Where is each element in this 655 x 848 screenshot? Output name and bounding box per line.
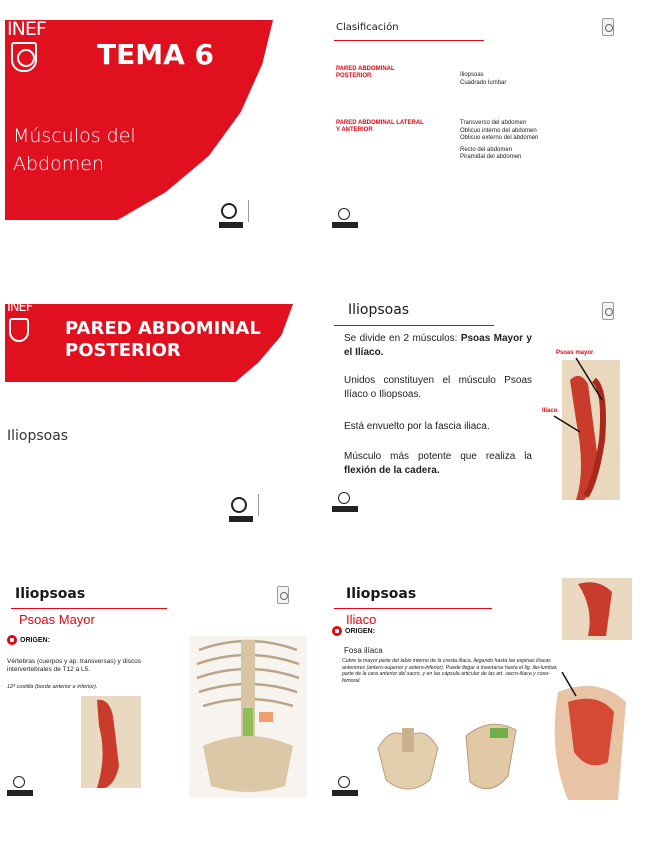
hip-bone-illustration xyxy=(460,716,522,798)
paragraph: Se divide en 2 músculos: Psoas Mayor y el Ilíaco. xyxy=(344,333,532,358)
origin-description: Vértebras (cuerpos y ap. transversas) y discos intervertebrales de T12 a L5. xyxy=(7,658,142,673)
iliaco-muscle-illustration xyxy=(562,578,632,640)
slide-subtitle: Músculos del Abdomen xyxy=(13,125,136,175)
slide-psoas-mayor xyxy=(5,578,307,806)
university-seal-icon xyxy=(231,497,247,513)
origin-heading: ORIGEN: xyxy=(7,635,50,645)
psoas-illustration xyxy=(75,696,145,788)
politecnica-logo xyxy=(332,492,358,514)
category-label: PARED ABDOMINAL LATERAL Y ANTERIOR xyxy=(336,120,424,133)
hip-muscles-illustration xyxy=(528,672,632,800)
paragraph: Unidos constituyen el músculo Psoas Ilíaco o Iliopsoas. xyxy=(344,375,532,400)
politecnica-logo xyxy=(332,776,358,798)
politecnica-logo xyxy=(332,208,358,230)
origin-place: Fosa ilíaca xyxy=(344,646,383,655)
category-items xyxy=(460,72,580,87)
slide-heading: Iliopsoas xyxy=(15,586,86,602)
label-iliaco: Iliaco xyxy=(542,408,558,414)
list-item: Transverso del abdomen xyxy=(460,120,527,126)
inef-small-logo-icon xyxy=(602,302,614,320)
section-title: PARED ABDOMINAL POSTERIOR xyxy=(65,318,261,361)
origin-note: 12ª costilla (borde anterior e inferior). xyxy=(7,684,98,690)
university-seal-icon xyxy=(221,203,237,219)
paragraph: Músculo más potente que realiza la flexión de la cadera. xyxy=(344,451,532,476)
slide-heading: Iliopsoas xyxy=(348,302,410,318)
section-item: Iliopsoas xyxy=(7,428,69,444)
label-psoas-mayor: Psoas mayor xyxy=(556,350,594,356)
category-items xyxy=(460,120,580,162)
slide-iliaco xyxy=(330,578,632,806)
politecnica-logo xyxy=(7,776,33,798)
list-item: Iliopsoas xyxy=(460,72,484,78)
origin-icon xyxy=(7,635,17,645)
slide-heading: Clasificación xyxy=(336,22,399,33)
slide-title-text: TEMA 6 xyxy=(97,38,214,71)
inef-small-logo-icon xyxy=(277,586,289,604)
skeleton-illustration xyxy=(189,636,307,798)
slide-section xyxy=(5,294,307,522)
slide-classification xyxy=(330,10,632,238)
heading-underline xyxy=(11,608,167,609)
university-logos xyxy=(221,200,286,222)
heading-underline xyxy=(334,608,492,609)
inef-emblem-icon xyxy=(11,42,37,72)
list-item: Oblicuo interno del abdomen xyxy=(460,127,537,134)
inef-small-logo-icon xyxy=(602,18,614,36)
inef-logo-text: INEF xyxy=(7,18,46,40)
list-item: Cuadrado lumbar xyxy=(460,79,507,86)
iliopsoas-illustration xyxy=(536,350,628,510)
heading-underline xyxy=(334,325,494,326)
slide-heading: Iliopsoas xyxy=(346,586,417,602)
heading-underline xyxy=(334,40,484,41)
slide-subtitle: Psoas Mayor xyxy=(19,612,95,627)
list-item: Piramidal del abdomen xyxy=(460,154,522,160)
origin-icon xyxy=(332,626,342,636)
pelvis-illustration xyxy=(372,718,444,798)
origin-description: Cubre la mayor parte del labio interno de la cresta ilíaca, llegando hasta las espinas ilíacas anteriores (antero-superior y antero-inferior). Puede llegar a insertarse hasta el lig. ilio-lumbar, parte de la cara anterior del sacro, y en las cápsula articular de las art. sacro-ilíaca y coxo-femoral. xyxy=(342,658,558,684)
list-item: Recto del abdomen xyxy=(460,146,513,153)
list-item: Oblicuo externo del abdomen xyxy=(460,135,539,141)
paragraph: Está envuelto por la fascia iliaca. xyxy=(344,421,490,432)
inef-emblem-icon xyxy=(9,318,29,342)
slide-iliopsoas-intro xyxy=(330,294,632,522)
inef-logo-text: INEF xyxy=(7,300,33,315)
slide-title xyxy=(5,10,307,238)
category-label: PARED ABDOMINAL POSTERIOR xyxy=(336,66,395,79)
university-logos xyxy=(231,494,296,516)
slide-subtitle: Iliaco xyxy=(346,612,377,627)
origin-heading: ORIGEN: xyxy=(332,626,375,636)
